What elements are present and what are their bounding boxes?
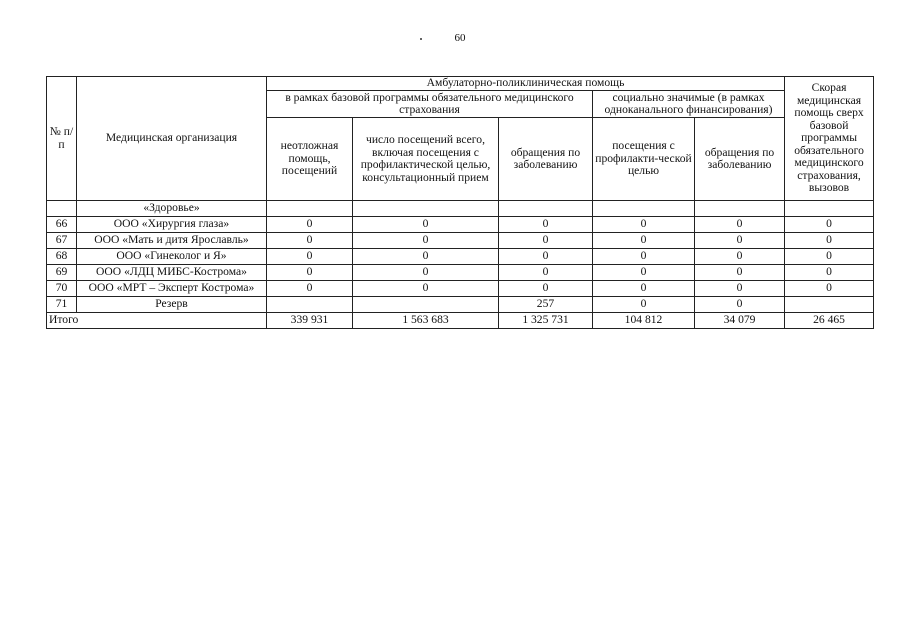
cell-visits: 0	[353, 233, 499, 249]
header-disease: обращения по заболеванию	[499, 118, 593, 201]
cell-ambulance: 0	[785, 233, 874, 249]
page-number: 60	[454, 32, 466, 44]
cell-num: 66	[47, 217, 77, 233]
cell-visits: 0	[353, 281, 499, 297]
cell-num: 68	[47, 249, 77, 265]
cell-social-disease: 0	[695, 249, 785, 265]
cell-org: ООО «ЛДЦ МИБС-Кострома»	[77, 265, 267, 281]
cell-disease: 0	[499, 217, 593, 233]
table-row	[47, 233, 874, 249]
scan-dot	[420, 38, 422, 40]
total-social-disease: 34 079	[695, 313, 785, 329]
cell-urgent: 0	[267, 249, 353, 265]
table-row	[47, 249, 874, 265]
cell-ambulance: 0	[785, 265, 874, 281]
table-row	[47, 217, 874, 233]
total-ambulance: 26 465	[785, 313, 874, 329]
cell-prof: 0	[593, 265, 695, 281]
total-urgent: 339 931	[267, 313, 353, 329]
header-ambulance: Скорая медицинская помощь сверх базовой программы обязательного медицинского страхования, вызовов	[785, 77, 874, 201]
cell-social-disease: 0	[695, 265, 785, 281]
header-num: № п/п	[47, 77, 77, 201]
total-prof: 104 812	[593, 313, 695, 329]
cell-disease: 0	[499, 233, 593, 249]
cell-org: Резерв	[77, 297, 267, 313]
cell-org: ООО «Мать и дитя Ярославль»	[77, 233, 267, 249]
cell-prof: 0	[593, 233, 695, 249]
cell-urgent	[267, 297, 353, 313]
cell-disease: 0	[499, 249, 593, 265]
cell-num: 70	[47, 281, 77, 297]
total-disease: 1 325 731	[499, 313, 593, 329]
cell-disease: 257	[499, 297, 593, 313]
cell-urgent: 0	[267, 281, 353, 297]
header-urgent: неотложная помощь, посещений	[267, 118, 353, 201]
cell-num: 71	[47, 297, 77, 313]
cell-empty	[695, 201, 785, 217]
cell-num: 69	[47, 265, 77, 281]
cell-social-disease: 0	[695, 297, 785, 313]
total-visits: 1 563 683	[353, 313, 499, 329]
cell-urgent: 0	[267, 233, 353, 249]
cell-empty	[593, 201, 695, 217]
cell-social-disease: 0	[695, 233, 785, 249]
cell-empty	[353, 201, 499, 217]
cell-visits: 0	[353, 249, 499, 265]
table-row	[47, 265, 874, 281]
table-row-continuation	[47, 201, 874, 217]
cell-prof: 0	[593, 217, 695, 233]
cell-social-disease: 0	[695, 217, 785, 233]
cell-ambulance: 0	[785, 281, 874, 297]
cell-urgent: 0	[267, 217, 353, 233]
header-social-disease: обращения по заболеванию	[695, 118, 785, 201]
header-visits: число посещений всего, включая посещения с профилактической целью, консультационный прием	[353, 118, 499, 201]
cell-disease: 0	[499, 265, 593, 281]
cell-prof: 0	[593, 249, 695, 265]
cell-ambulance	[785, 297, 874, 313]
cell-ambulance: 0	[785, 217, 874, 233]
cell-org: ООО «МРТ – Эксперт Кострома»	[77, 281, 267, 297]
cell-num: 67	[47, 233, 77, 249]
table-row-total	[47, 313, 874, 329]
cell-visits	[353, 297, 499, 313]
cell-num	[47, 201, 77, 217]
medical-volume-table	[46, 76, 874, 329]
cell-empty	[785, 201, 874, 217]
table-row	[47, 281, 874, 297]
cell-urgent: 0	[267, 265, 353, 281]
header-ambulatory: Амбулаторно-поликлиническая помощь	[267, 77, 785, 91]
cell-prof: 0	[593, 281, 695, 297]
cell-visits: 0	[353, 217, 499, 233]
table-row	[47, 297, 874, 313]
cell-empty	[499, 201, 593, 217]
cell-ambulance: 0	[785, 249, 874, 265]
header-org: Медицинская организация	[77, 77, 267, 201]
header-oms-group: в рамках базовой программы обязательного медицинского страхования	[267, 91, 593, 118]
total-label: Итого	[47, 313, 267, 329]
cell-disease: 0	[499, 281, 593, 297]
cell-org: «Здоровье»	[77, 201, 267, 217]
header-social-group: социально значимые (в рамках одноканального финансирования)	[593, 91, 785, 118]
cell-org: ООО «Гинеколог и Я»	[77, 249, 267, 265]
cell-empty	[267, 201, 353, 217]
cell-prof: 0	[593, 297, 695, 313]
header-prof-visits: посещения с профилакти-ческой целью	[593, 118, 695, 201]
cell-org: ООО «Хирургия глаза»	[77, 217, 267, 233]
cell-visits: 0	[353, 265, 499, 281]
cell-social-disease: 0	[695, 281, 785, 297]
